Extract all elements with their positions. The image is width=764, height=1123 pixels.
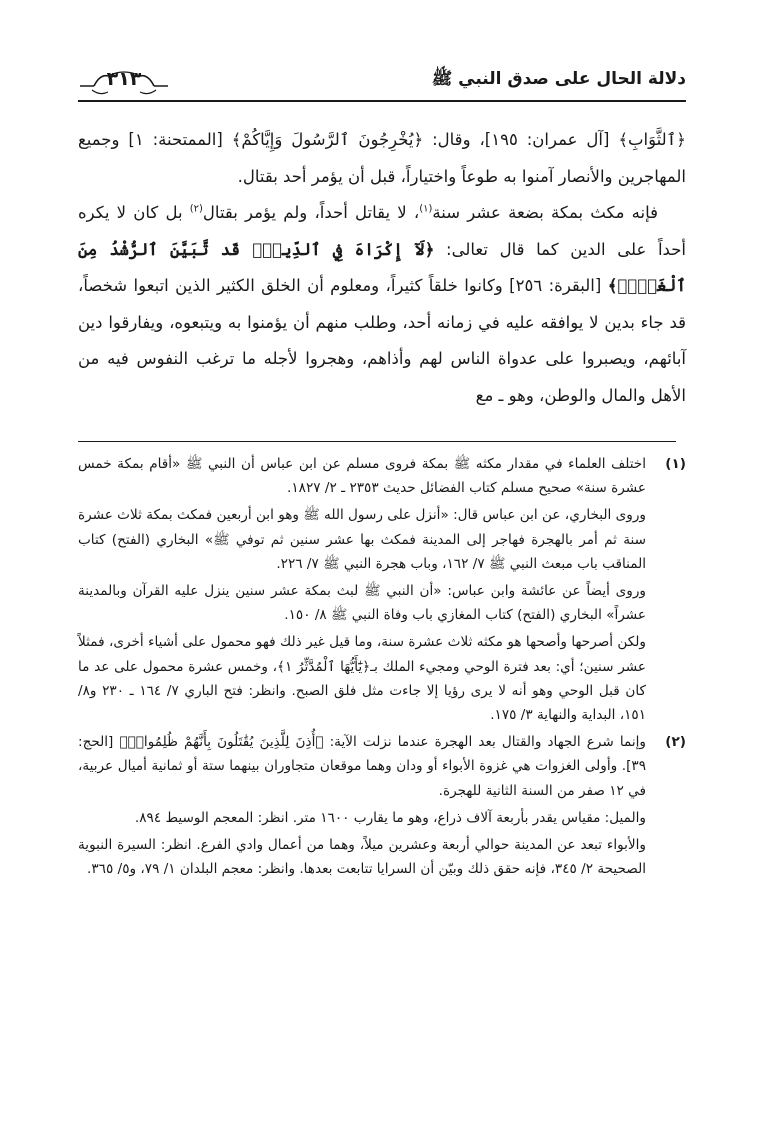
main-paragraph-2 <box>78 195 686 414</box>
header-rule <box>78 100 686 102</box>
footnote-1 <box>78 452 686 727</box>
text-segment: بل كان لا يكره أحداً على الدين كما قال تعالى: <box>78 203 686 259</box>
footnote-ref-1[interactable]: (١) <box>419 203 433 215</box>
footnote-paragraph: وروى أيضاً عن عائشة وابن عباس: «أن النبي ﷺ لبث بمكة عشر سنين ينزل عليه القرآن وبالمدينة عشراً» البخاري (الفتح) كتاب المغازي باب وفاة النبي ﷺ ٨/ ١٥٠. <box>78 583 646 624</box>
main-paragraph-1: ﴿ٱلثَّوَابِ﴾ [آل عمران: ١٩٥]، وقال: ﴿يُخْرِجُونَ ٱلرَّسُولَ وَإِيَّاكُمْ﴾ [الممتحنة: ١] وجميع المهاجرين والأنصار آمنوا به طوعاً واختياراً، قبل أن يؤمر أحد بقتال. <box>78 130 686 186</box>
text-segment: ، لا يقاتل أحداً، ولم يؤمر بقتال <box>202 203 420 222</box>
footnote-separator <box>78 441 676 442</box>
page-number: ٣١٣ <box>106 68 142 90</box>
page-number-ornament <box>78 66 170 96</box>
footnote-number: (٢) <box>665 734 686 751</box>
text-segment: فإنه مكث بمكة بضعة عشر سنة <box>432 203 658 222</box>
footnote-paragraph: وروى البخاري، عن ابن عباس قال: «أنزل على رسول الله ﷺ وهو ابن أربعين فمكث بمكة ثلاث عشرة سنة ثم أمر بالهجرة فهاجر إلى المدينة فمكث بها عشر سنين ثم توفي ﷺ» البخاري (الفتح) كتاب المناقب باب مبعث النبي ﷺ ٧/ ١٦٢، وباب هجرة النبي ﷺ ٧/ ٢٢٦. <box>78 507 646 572</box>
footnote-paragraph: ولكن أصرحها وأصحها هو مكثه ثلاث عشرة سنة، وما قيل غير ذلك فهو محمول على أشياء أخرى، فمثلاً عشر سنين؛ أي: بعد فترة الوحي ومجيء الملك بـ﴿يَٰٓأَيُّهَا ٱلْمُدَّثِّرُ ١﴾، وخمس عشرة محمول على عد ما كان قبل الوحي وهو أنه لا يرى رؤيا إلا جاءت مثل فلق الصبح. وانظر: فتح الباري ٧/ ١٦٤ ـ ٢٣٠ و٨/ ١٥١، البداية والنهاية ٣/ ١٧٥. <box>78 634 646 724</box>
quran-quote: ﴿لَآ إِكْرَاهَ فِي ٱلدِّينِۖ قَد تَّبَيَّنَ ٱلرُّشْدُ مِنَ ٱلْغَيِّۚ﴾ <box>78 239 686 295</box>
running-title: دلالة الحال على صدق النبي ﷺ <box>431 69 686 89</box>
footnote-paragraph: وإنما شرع الجهاد والقتال بعد الهجرة عندما نزلت الآية: ﴿أُذِنَ لِلَّذِينَ يُقَٰتَلُونَ بِأَنَّهُمْ ظُلِمُوا۟ۚ﴾ [الحج: ٣٩]. وأولى الغزوات هي غزوة الأبواء أو ودان وهما موقعان متجاوران بينهما ستة أو ثمانية أميال عربية، في ١٢ صفر من السنة الثانية للهجرة. <box>78 734 646 799</box>
footnote-paragraph: والأبواء تبعد عن المدينة حوالي أربعة وعشرين ميلاً، وهما من أعمال وادي الفرع. انظر: السيرة النبوية الصحيحة ٢/ ٣٤٥، فإنه حقق ذلك وبيّن أن السرايا تتابعت بعدها. وانظر: معجم البلدان ١/ ٧٩، و٥/ ٣٦٥. <box>78 837 646 878</box>
page-header <box>78 62 686 106</box>
footnote-paragraph: والميل: مقياس يقدر بأربعة آلاف ذراع، وهو ما يقارب ١٦٠٠ متر. انظر: المعجم الوسيط ٨٩٤. <box>134 809 646 826</box>
footnote-number: (١) <box>665 456 686 472</box>
footnotes <box>78 452 686 884</box>
text-segment: [البقرة: ٢٥٦] وكانوا خلقاً كثيراً، ومعلوم أن الخلق الكثير الذين اتبعوا شخصاً، قد جاء بدين لا يوافقه عليه في زمانه أحد، وطلب منهم أن يؤمنوا به ويتبعوه، ويفارقوا دين آبائهم، ويصبروا على عدواة الناس لهم وأذاهم، وهجروا لأجله ما ترغب النفوس فيه من الأهل والمال والوطن، وهو ـ مع <box>78 276 686 405</box>
footnote-paragraph: اختلف العلماء في مقدار مكثه ﷺ بمكة فروى مسلم عن ابن عباس أن النبي ﷺ «أقام بمكة خمس عشرة سنة» صحيح مسلم كتاب الفضائل حديث ٢٣٥٣ ـ ٢/ ١٨٢٧. <box>78 456 646 497</box>
footnote-2 <box>78 730 686 881</box>
main-text <box>78 122 686 414</box>
footnote-ref-2[interactable]: (٢) <box>189 203 203 215</box>
